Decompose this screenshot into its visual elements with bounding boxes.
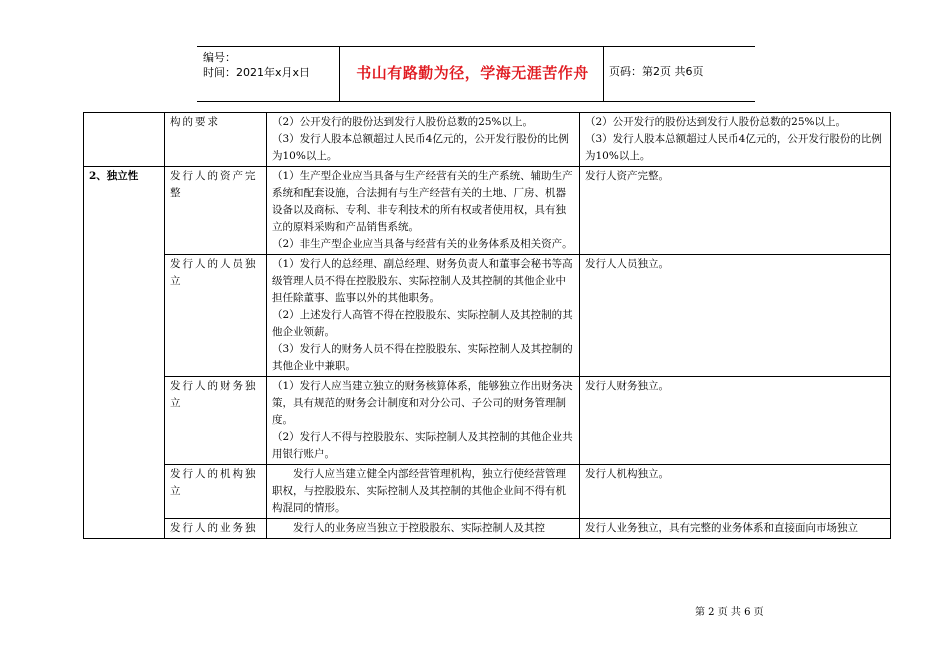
- requirement-text: （2）非生产型企业应当具备与经营有关的业务体系及相关资产。: [272, 238, 573, 250]
- item-cell: 发行人的财务独立: [165, 377, 267, 465]
- requirement-cell: [267, 377, 580, 465]
- status-text: 发行人机构独立。: [585, 468, 669, 480]
- status-cell: [580, 167, 891, 255]
- table-row: [84, 377, 891, 465]
- section-cell: [84, 113, 165, 167]
- table-row: [84, 167, 891, 255]
- requirement-text: （2）发行人不得与控股股东、实际控制人及其控制的其他企业共用银行账户。: [272, 431, 573, 460]
- requirement-text: 发行人应当建立健全内部经营管理机构，独立行使经营管理职权，与控股股东、实际控制人及其控制的其他企业间不得有机构混同的情形。: [272, 468, 566, 514]
- status-cell: [580, 113, 891, 167]
- item-cell: 发行人的资产完整: [165, 167, 267, 255]
- requirement-cell: [267, 519, 580, 539]
- requirement-text: （2）上述发行人高管不得在控股股东、实际控制人及其控制的其他企业领薪。: [272, 309, 573, 338]
- page-footer: 第 2 页 共 6 页: [695, 607, 764, 618]
- table-row: [84, 113, 891, 167]
- status-text: 发行人资产完整。: [585, 170, 669, 182]
- section-cell: 2、独立性: [84, 167, 165, 539]
- requirement-cell: [267, 113, 580, 167]
- status-cell: [580, 377, 891, 465]
- table-row: [84, 519, 891, 539]
- header-number-label: 编号：: [203, 51, 236, 64]
- requirement-text: 发行人的业务应当独立于控股股东、实际控制人及其控: [293, 522, 545, 534]
- requirement-text: （3）发行人的财务人员不得在控股股东、实际控制人及其控制的其他企业中兼职。: [272, 343, 573, 372]
- status-cell: [580, 519, 891, 539]
- header-time-label: 时间：2021年x月x日: [203, 66, 311, 79]
- status-cell: [580, 255, 891, 377]
- header-divider-1: [339, 46, 340, 102]
- status-text: 发行人业务独立，具有完整的业务体系和直接面向市场独立: [585, 522, 858, 534]
- item-cell: 发行人的业务独: [165, 519, 267, 539]
- status-cell: [580, 465, 891, 519]
- requirement-cell: [267, 465, 580, 519]
- status-text: 发行人财务独立。: [585, 380, 669, 392]
- status-text: 发行人人员独立。: [585, 258, 669, 270]
- header-divider-2: [603, 46, 604, 102]
- item-cell: 发行人的机构独立: [165, 465, 267, 519]
- header-bottom-rule: [197, 101, 755, 102]
- header-top-rule: [197, 46, 755, 47]
- requirement-text: （1）生产型企业应当具备与生产经营有关的生产系统、辅助生产系统和配套设施，合法拥有与生产经营有关的土地、厂房、机器设备以及商标、专利、非专利技术的所有权或者使用权，具有独立的原料采购和产品销售系统。: [272, 170, 573, 233]
- header-left-block: [203, 50, 310, 80]
- item-cell: 发行人的人员独立: [165, 255, 267, 377]
- page-header: [197, 46, 755, 102]
- table-row: [84, 465, 891, 519]
- header-page-label: 页码：第2页 共6页: [609, 65, 704, 78]
- requirement-text: （3）发行人股本总额超过人民币4亿元的，公开发行股份的比例为10%以上。: [272, 133, 569, 162]
- item-cell: 构的要求: [165, 113, 267, 167]
- status-text: （3）发行人股本总额超过人民币4亿元的，公开发行股份的比例为10%以上。: [585, 133, 882, 162]
- requirement-text: （1）发行人应当建立独立的财务核算体系，能够独立作出财务决策，具有规范的财务会计制度和对分公司、子公司的财务管理制度。: [272, 380, 573, 426]
- status-text: （2）公开发行的股份达到发行人股份总数的25%以上。: [585, 116, 847, 128]
- requirement-cell: [267, 255, 580, 377]
- requirement-cell: [267, 167, 580, 255]
- header-motto: 书山有路勤为径，学海无涯苦作舟: [356, 64, 589, 82]
- table-row: [84, 255, 891, 377]
- requirement-text: （1）发行人的总经理、副总经理、财务负责人和董事会秘书等高级管理人员不得在控股股东、实际控制人及其控制的其他企业中担任除董事、监事以外的其他职务。: [272, 258, 573, 304]
- requirement-text: （2）公开发行的股份达到发行人股份总数的25%以上。: [272, 116, 534, 128]
- requirements-table: [83, 112, 891, 539]
